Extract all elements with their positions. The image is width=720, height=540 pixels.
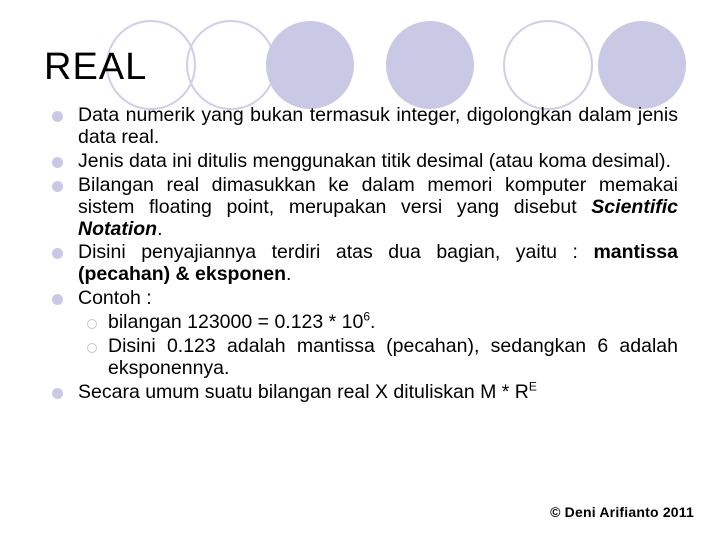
bullet-text: Bilangan real dimasukkan ke dalam memori komputer memakai sistem floating point, merupakan versi yang disebut: [78, 173, 678, 218]
punctuation: .: [286, 263, 292, 286]
sub-bullet-text: Disini 0.123 adalah mantissa (pecahan), sedangkan 6 adalah eksponennya.: [108, 334, 678, 379]
mantissa-eksponen-term: mantissa (pecahan) & eksponen: [78, 241, 678, 286]
slide-body: [56, 104, 678, 404]
bullet-text: Jenis data ini ditulis menggunakan titik desimal (atau koma desimal).: [78, 149, 671, 172]
bullet-item: [56, 104, 678, 148]
bullet-item: [56, 241, 678, 285]
general-formula: M * R: [480, 380, 529, 403]
outline-circle: [187, 21, 275, 109]
scientific-notation-term: Scientific Notation: [78, 195, 678, 240]
slide-title: REAL: [44, 46, 148, 88]
sub-bullet-item: [56, 311, 678, 333]
bullet-item: [56, 150, 678, 172]
filled-circle: [598, 21, 686, 109]
bullet-item: [56, 381, 678, 403]
bullet-text: Secara umum suatu bilangan real X dituliskan: [78, 380, 481, 403]
punctuation: .: [370, 310, 376, 333]
copyright-footer: © Deni Arifianto 2011: [550, 504, 694, 520]
bullet-text: Contoh :: [78, 287, 152, 310]
bullet-item: [56, 174, 678, 240]
filled-circle: [386, 21, 474, 109]
bullet-item: [56, 287, 678, 309]
outline-circle: [504, 21, 592, 109]
bullet-text: Data numerik yang bukan termasuk integer, digolongkan dalam jenis data real.: [78, 104, 678, 148]
exponent: 6: [363, 309, 371, 324]
bullet-text: Disini penyajiannya terdiri atas dua bagian, yaitu :: [78, 241, 594, 264]
sub-bullet-item: [56, 335, 678, 379]
punctuation: .: [157, 217, 163, 240]
filled-circle: [266, 21, 354, 109]
formula-exponent: E: [528, 379, 537, 394]
sub-bullet-text: bilangan 123000 = 0.123 * 10: [108, 310, 364, 333]
